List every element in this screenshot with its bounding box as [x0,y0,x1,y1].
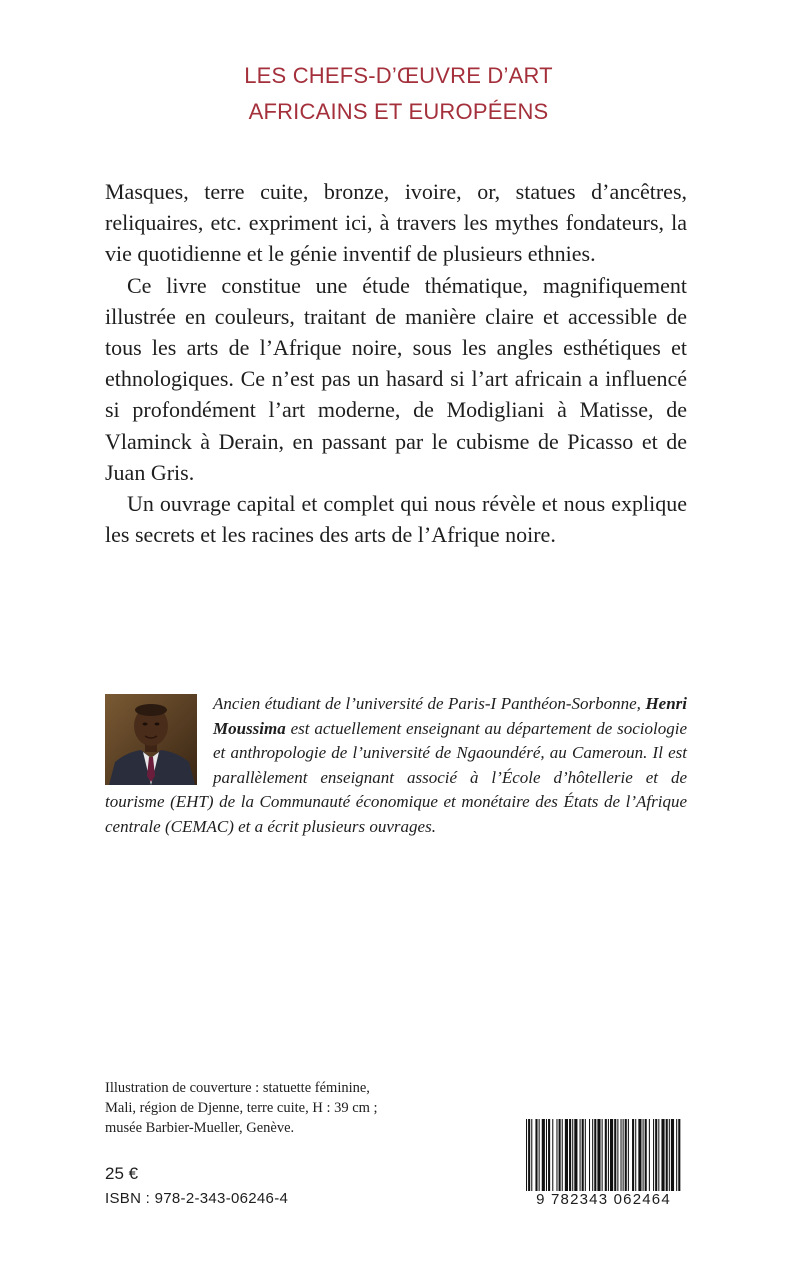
bio-intro: Ancien étudiant de l’université de Paris-I Panthéon-Sorbonne, [213,694,641,713]
book-title [0,58,797,130]
credit-line-2: Mali, région de Djenne, terre cuite, H : 39 cm ; [105,1100,378,1116]
blurb-paragraph-2: Ce livre constitue une étude thématique, magnifiquement illustrée en couleurs, traitant de manière claire et accessible de tous les arts de l’Afrique noire, sous les angles esthétiques et ethnologiques. Ce n’est pas un hasard si l’art africain a influencé si profondément l’art moderne, de Modigliani à Matisse, de Vlaminck à Derain, en passant par le cubisme de Picasso et de Juan Gris. [105,272,687,485]
credit-line-3: musée Barbier-Mueller, Genève. [105,1120,295,1136]
credit-line-1: Illustration de couverture : statuette féminine, [105,1080,370,1096]
author-name: Henri Moussima [213,694,688,738]
title-line-2: AFRICAINS ET EUROPÉENS [248,99,549,124]
title-line-1: LES CHEFS-D’ŒUVRE D’ART [244,63,553,88]
cover-illustration-credit [105,1078,445,1138]
barcode-number: 9 782343 062464 [520,1191,687,1209]
bio-body: est actuellement enseignant au département de sociologie et anthropologie de l’université de Ngaoundéré, au Cameroun. Il est parallèlement enseignant associé à l’École d’hôtellerie et de tourisme (EHT) de la Communauté économique et monétaire des États de l’Afrique centrale (CEMAC) et a écrit plusieurs ouvrages. [105,718,687,836]
author-bio [105,692,687,839]
blurb-paragraph-3: Un ouvrage capital et complet qui nous révèle et nous explique les secrets et les racines des arts de l’Afrique noire. [105,491,687,548]
isbn: ISBN : 978-2-343-06246-4 [105,1190,289,1207]
price: 25 € [105,1164,139,1183]
blurb [105,176,687,550]
blurb-paragraph-1: Masques, terre cuite, bronze, ivoire, or, statues d’ancêtres, reliquaires, etc. expriment ici, à travers les mythes fondateurs, la vie quotidienne et le génie inventif de plusieurs ethnies. [105,179,687,267]
